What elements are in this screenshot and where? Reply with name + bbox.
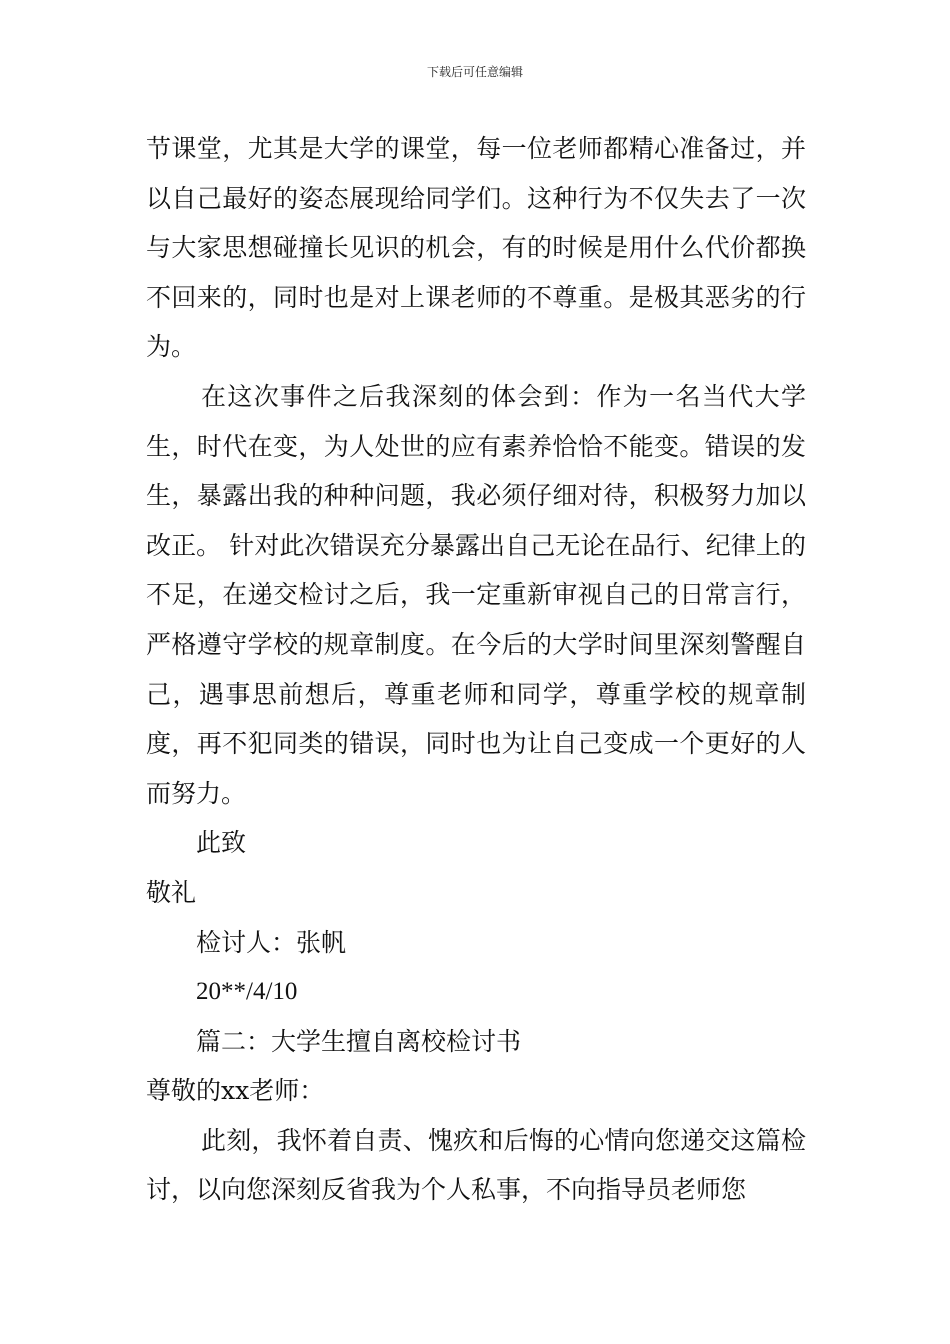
salutation: 尊敬的xx老师：	[146, 1076, 325, 1106]
closing-cizhi: 此致	[196, 828, 247, 858]
document-body	[146, 124, 806, 1215]
date-line: 20**/4/10	[196, 978, 298, 1006]
signer-line: 检讨人：张帆	[196, 927, 347, 957]
section2-paragraph-1: 此刻，我怀着自责、愧疚和后悔的心情向您递交这篇检讨，以向您深刻反省我为个人私事，不向指导员老师您	[146, 1125, 806, 1205]
page-header: 下载后可任意编辑	[426, 65, 523, 79]
closing-jingli: 敬礼	[146, 877, 197, 907]
section-title: 篇二：大学生擅自离校检讨书	[196, 1026, 522, 1056]
paragraph-1: 节课堂，尤其是大学的课堂，每一位老师都精心准备过，并以自己最好的姿态展现给同学们。这种行为不仅失去了一次与大家思想碰撞长见识的机会，有的时候是用什么代价都换不回来的，同时也是对上课老师的不尊重。是极其恶劣的行为。	[146, 134, 806, 362]
paragraph-2: 在这次事件之后我深刻的体会到：作为一名当代大学生，时代在变，为人处世的应有素养恰恰不能变。错误的发生，暴露出我的种种问题，我必须仔细对待，积极努力加以改正。 针对此次错误充分暴露出自己无论在品行、纪律上的不足，在递交检讨之后，我一定重新审视自己的日常言行，严格遵守学校的规章制度。在今后的大学时间里深刻警醒自己，遇事思前想后，尊重老师和同学，尊重学校的规章制度，再不犯同类的错误，同时也为让自己变成一个更好的人而努力。	[146, 381, 806, 808]
